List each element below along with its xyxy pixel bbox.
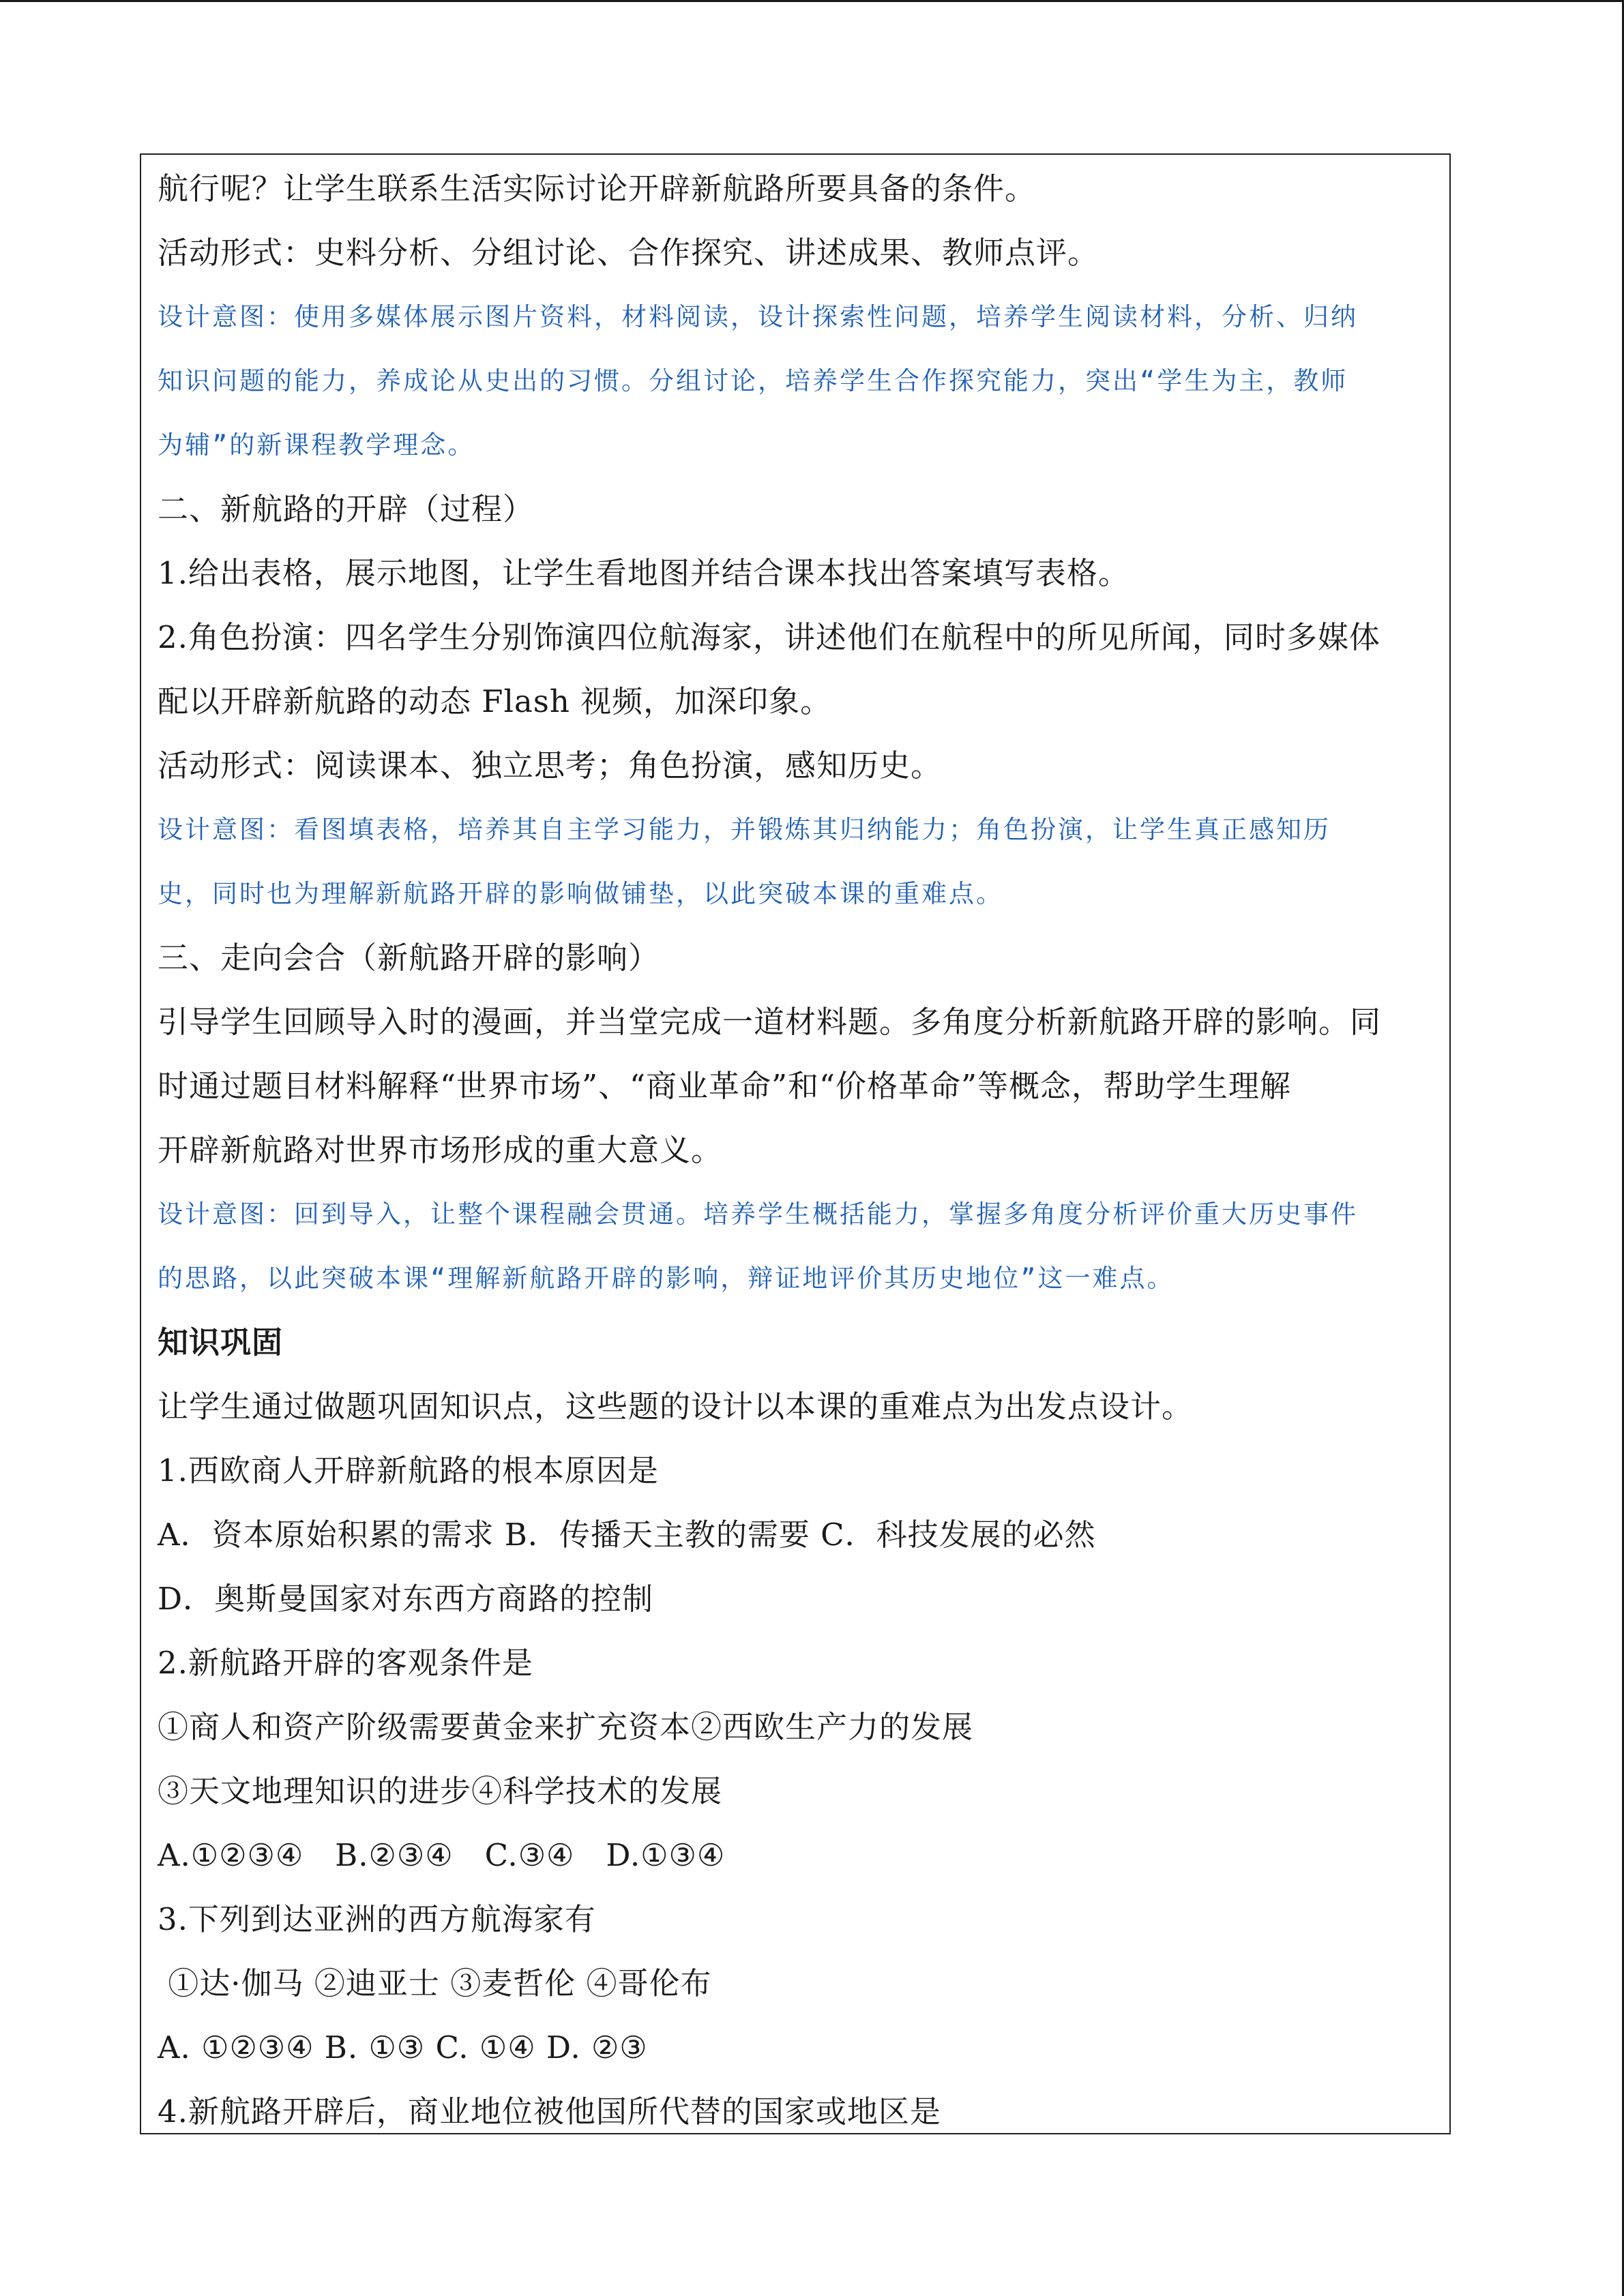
section-heading: 二、新航路的开辟（过程） [158, 491, 535, 527]
design-intent-line: 知识问题的能力，养成论从史出的习惯。分组讨论，培养学生合作探究能力，突出“学生为主，教师 [158, 366, 1348, 396]
text-line: 1.给出表格，展示地图，让学生看地图并结合课本找出答案填写表格。 [158, 555, 1130, 591]
design-intent-line: 设计意图：看图填表格，培养其自主学习能力，并锻炼其归纳能力；角色扮演，让学生真正感知历 [158, 815, 1331, 844]
option-line: ①达·伽马 ②迪亚士 ③麦哲伦 ④哥伦布 [158, 1965, 712, 2001]
question-line: 2.新航路开辟的客观条件是 [158, 1645, 533, 1681]
design-intent-line: 设计意图：使用多媒体展示图片资料，材料阅读，设计探索性问题，培养学生阅读材料，分析、归纳 [158, 302, 1358, 331]
text-line: 2.角色扮演：四名学生分别饰演四位航海家，讲述他们在航程中的所见所闻，同时多媒体 [158, 619, 1381, 655]
text-line: 活动形式：史料分析、分组讨论、合作探究、讲述成果、教师点评。 [158, 235, 1099, 271]
option-line: ③天文地理知识的进步④科学技术的发展 [158, 1773, 723, 1809]
section-heading: 三、走向会合（新航路开辟的影响） [158, 940, 660, 976]
text-line: 时通过题目材料解释“世界市场”、“商业革命”和“价格革命”等概念，帮助学生理解 [158, 1068, 1292, 1104]
question-line: 1.西欧商人开辟新航路的根本原因是 [158, 1452, 659, 1489]
text-line: 让学生通过做题巩固知识点，这些题的设计以本课的重难点为出发点设计。 [158, 1388, 1194, 1425]
text-line: 配以开辟新航路的动态 Flash 视频，加深印象。 [158, 683, 832, 719]
design-intent-line: 的思路，以此突破本课“理解新航路开辟的影响，辩证地评价其历史地位”这一难点。 [158, 1264, 1175, 1293]
option-line: D．奥斯曼国家对东西方商路的控制 [158, 1581, 654, 1617]
option-line: ①商人和资产阶级需要黄金来扩充资本②西欧生产力的发展 [158, 1709, 974, 1745]
text-line: 航行呢？让学生联系生活实际讨论开辟新航路所要具备的条件。 [158, 170, 1037, 207]
option-line: A. ①②③④ B. ①③ C. ①④ D. ②③ [158, 2029, 648, 2066]
question-line: 3.下列到达亚洲的西方航海家有 [158, 1901, 596, 1937]
page-top-rule [0, 0, 1624, 2]
section-heading-bold: 知识巩固 [158, 1324, 284, 1360]
option-line: A．资本原始积累的需求 B．传播天主教的需要 C．科技发展的必然 [158, 1517, 1096, 1553]
design-intent-line: 设计意图：回到导入，让整个课程融会贯通。培养学生概括能力，掌握多角度分析评价重大历史事件 [158, 1199, 1358, 1229]
text-line: 开辟新航路对世界市场形成的重大意义。 [158, 1132, 723, 1168]
design-intent-line: 史，同时也为理解新航路开辟的影响做铺垫，以此突破本课的重难点。 [158, 879, 1003, 908]
text-line: 活动形式：阅读课本、独立思考；角色扮演，感知历史。 [158, 747, 943, 784]
lesson-plan-table-cell [140, 153, 1451, 2134]
text-line: 引导学生回顾导入时的漫画，并当堂完成一道材料题。多角度分析新航路开辟的影响。同 [158, 1004, 1382, 1040]
option-line: A.①②③④ B.②③④ C.③④ D.①③④ [158, 1837, 726, 1873]
design-intent-line: 为辅”的新课程教学理念。 [158, 430, 475, 460]
question-line: 4.新航路开辟后，商业地位被他国所代替的国家或地区是 [158, 2093, 941, 2130]
